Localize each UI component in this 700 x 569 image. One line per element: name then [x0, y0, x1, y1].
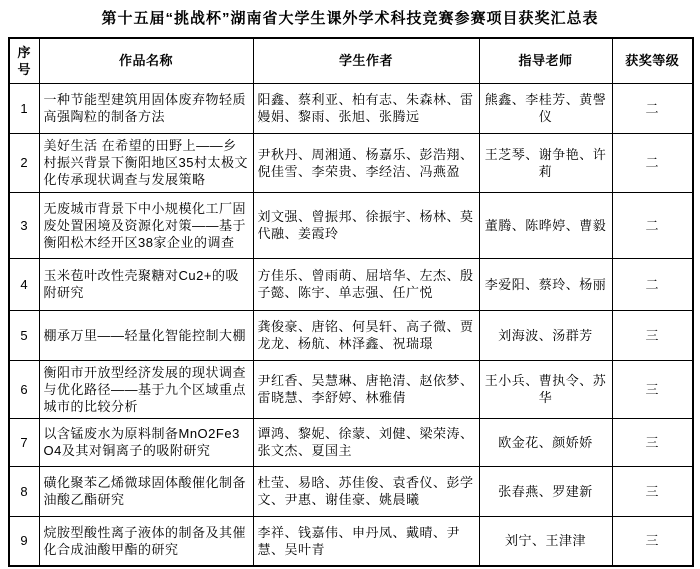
cell-no: 7 [9, 418, 39, 466]
cell-students: 阳鑫、蔡利亚、柏有志、朱森林、雷嫚娟、黎雨、张旭、张腾远 [253, 83, 479, 133]
cell-no: 2 [9, 133, 39, 192]
cell-advisors: 王芝琴、谢争艳、许莉 [479, 133, 612, 192]
table-row [9, 360, 693, 418]
cell-advisors: 张春燕、罗建新 [479, 466, 612, 516]
table-row [9, 310, 693, 360]
cell-award: 二 [612, 258, 693, 310]
cell-students: 杜莹、易晗、苏佳俊、袁香仪、彭学文、尹惠、谢佳豪、姚晨曦 [253, 466, 479, 516]
cell-project: 无废城市背景下中小规模化工厂固废处置困境及资源化对策——基于衡阳松木经开区38家企业的调查 [39, 192, 253, 258]
cell-project: 衡阳市开放型经济发展的现状调查与优化路径——基于九个区域重点城市的比较分析 [39, 360, 253, 418]
table-row [9, 466, 693, 516]
cell-students: 尹秋丹、周湘通、杨嘉乐、彭浩翔、倪佳雪、李荣贵、李经洁、冯燕盈 [253, 133, 479, 192]
cell-no: 1 [9, 83, 39, 133]
cell-award: 三 [612, 360, 693, 418]
page-title: 第十五届“挑战杯”湖南省大学生课外学术科技竞赛参赛项目获奖汇总表 [101, 10, 599, 27]
table-row [9, 83, 693, 133]
cell-project: 磺化聚苯乙烯微球固体酸催化制备油酸乙酯研究 [39, 466, 253, 516]
cell-project: 以含锰废水为原料制备MnO2Fe3O4及其对铜离子的吸附研究 [39, 418, 253, 466]
cell-advisors: 欧金花、颜娇娇 [479, 418, 612, 466]
cell-no: 8 [9, 466, 39, 516]
cell-award: 三 [612, 310, 693, 360]
table-header-row [9, 38, 693, 83]
table-row [9, 192, 693, 258]
cell-project: 棚承万里——轻量化智能控制大棚 [39, 310, 253, 360]
cell-project: 烷胺型酸性离子液体的制备及其催化合成油酸甲酯的研究 [39, 516, 253, 566]
cell-no: 6 [9, 360, 39, 418]
awards-table [8, 37, 694, 567]
cell-project: 玉米苞叶改性壳聚糖对Cu2+的吸附研究 [39, 258, 253, 310]
cell-students: 龚俊豪、唐铭、何昊轩、高子微、贾龙龙、杨航、林泽鑫、祝瑞璟 [253, 310, 479, 360]
cell-no: 3 [9, 192, 39, 258]
cell-students: 李祥、钱嘉伟、申丹凤、戴晴、尹慧、吴叶青 [253, 516, 479, 566]
cell-no: 5 [9, 310, 39, 360]
col-header-no: 序号 [9, 38, 39, 83]
cell-advisors: 刘宁、王津津 [479, 516, 612, 566]
cell-award: 三 [612, 418, 693, 466]
cell-project: 美好生活 在希望的田野上——乡村振兴背景下衡阳地区35村太极文化传承现状调查与发展策略 [39, 133, 253, 192]
table-row [9, 133, 693, 192]
table-row [9, 418, 693, 466]
cell-advisors: 董腾、陈晔婷、曹毅 [479, 192, 612, 258]
col-header-students: 学生作者 [253, 38, 479, 83]
cell-award: 二 [612, 133, 693, 192]
cell-award: 二 [612, 192, 693, 258]
cell-students: 刘文强、曾振邦、徐振宇、杨林、莫代融、姜霞玲 [253, 192, 479, 258]
cell-students: 谭鸿、黎妮、徐蒙、刘健、梁荣涛、张文杰、夏国主 [253, 418, 479, 466]
cell-award: 二 [612, 83, 693, 133]
table-row [9, 258, 693, 310]
cell-advisors: 王小兵、曹执令、苏华 [479, 360, 612, 418]
cell-no: 9 [9, 516, 39, 566]
col-header-advisors: 指导老师 [479, 38, 612, 83]
cell-students: 方佳乐、曾雨萌、屈培华、左杰、殷子懿、陈宇、单志强、任广悦 [253, 258, 479, 310]
cell-advisors: 熊鑫、李桂芳、黄謦仪 [479, 83, 612, 133]
col-header-award: 获奖等级 [612, 38, 693, 83]
cell-no: 4 [9, 258, 39, 310]
cell-project: 一种节能型建筑用固体废弃物轻质高强陶粒的制备方法 [39, 83, 253, 133]
col-header-project: 作品名称 [39, 38, 253, 83]
cell-award: 三 [612, 516, 693, 566]
cell-advisors: 刘海波、汤群芳 [479, 310, 612, 360]
cell-award: 三 [612, 466, 693, 516]
table-row [9, 516, 693, 566]
cell-students: 尹红香、吴慧琳、唐艳清、赵依梦、雷晓慧、李舒婷、林雅倩 [253, 360, 479, 418]
cell-advisors: 李爱阳、蔡玲、杨丽 [479, 258, 612, 310]
